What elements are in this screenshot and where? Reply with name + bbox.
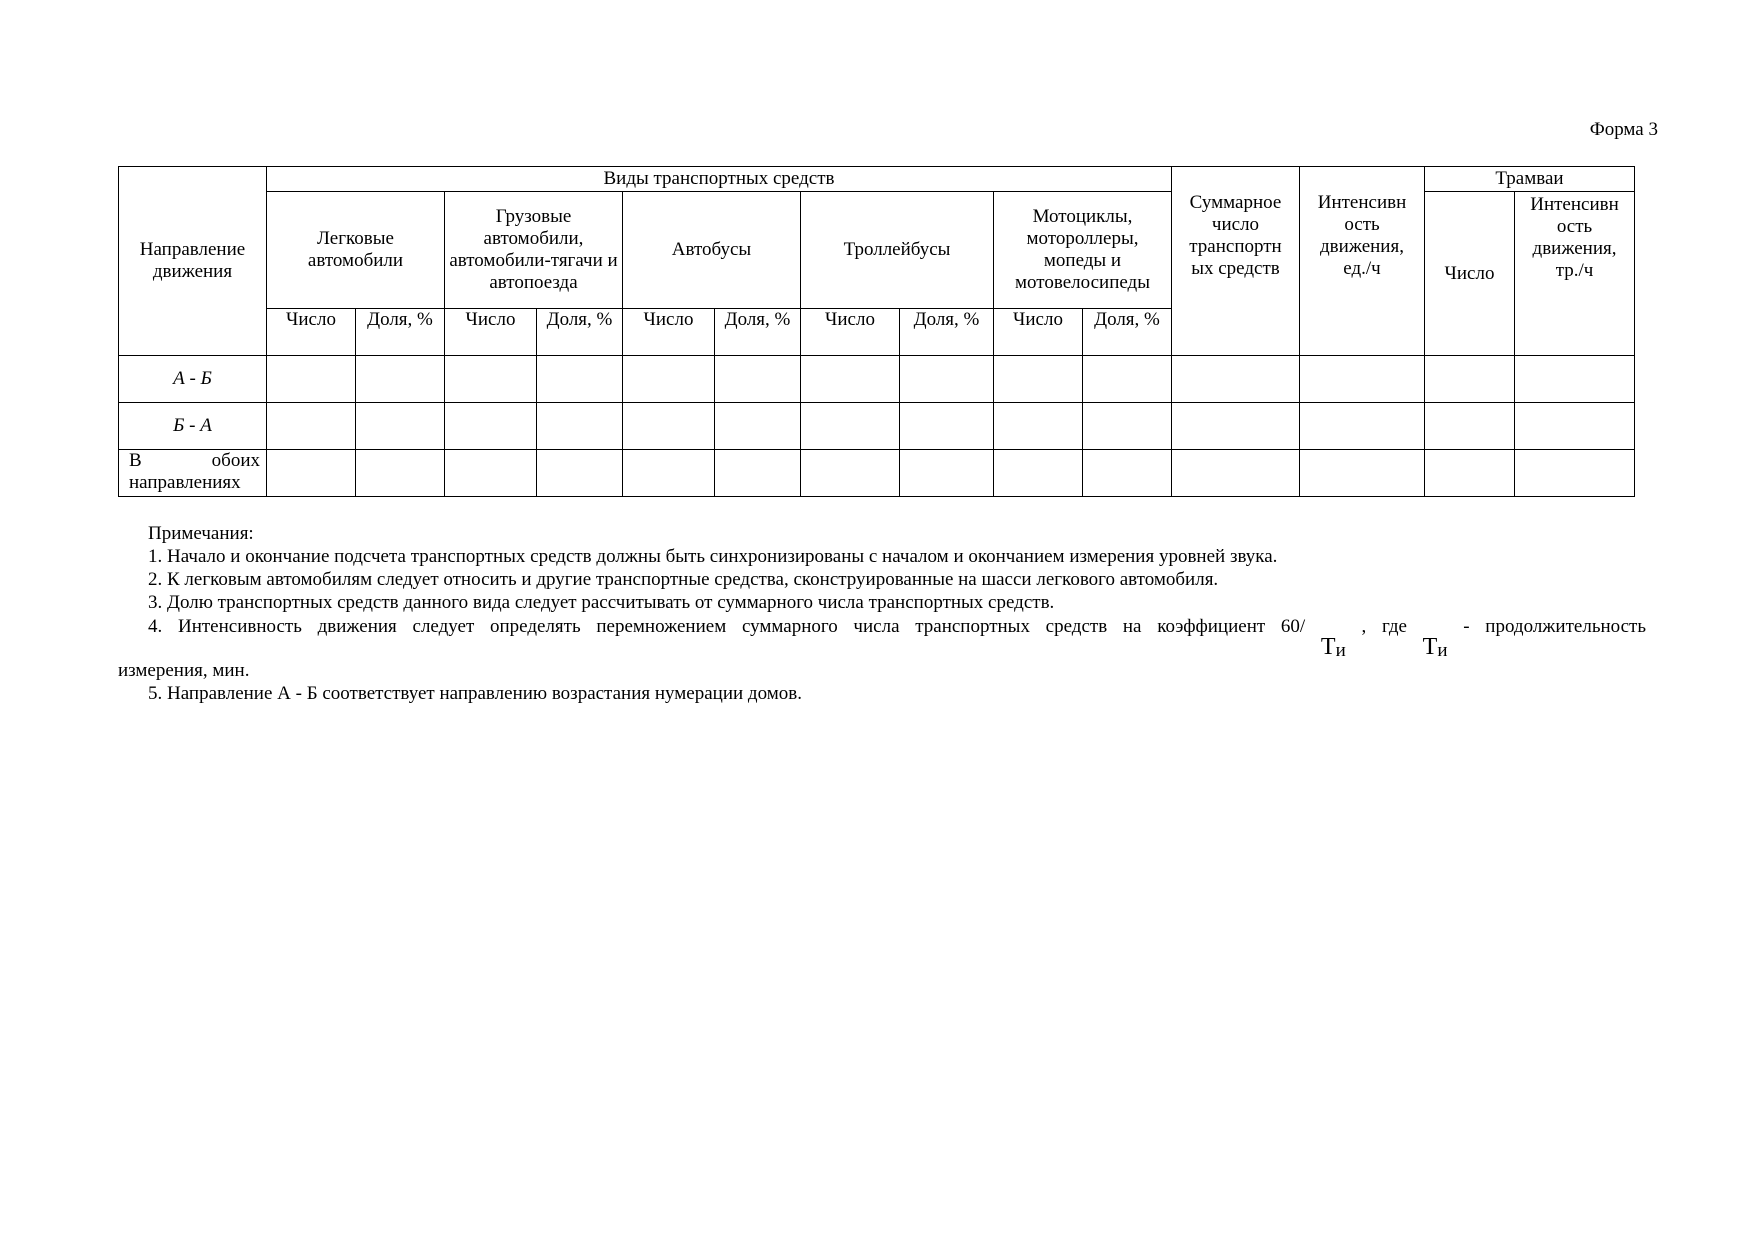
table-row <box>119 356 1635 403</box>
table-cell <box>801 403 900 450</box>
table-cell <box>801 356 900 403</box>
table-cell <box>1083 450 1172 497</box>
count-header: Число <box>801 309 900 356</box>
share-header: Доля, % <box>1083 309 1172 356</box>
table-cell <box>1172 356 1300 403</box>
note-4 <box>118 614 1647 661</box>
table-cell <box>1425 403 1515 450</box>
share-header: Доля, % <box>537 309 623 356</box>
form-number-label: Форма 3 <box>1589 119 1658 140</box>
count-header: Число <box>267 309 356 356</box>
direction-header: Направление движения <box>119 167 267 356</box>
table-cell <box>801 450 900 497</box>
table-cell <box>1083 356 1172 403</box>
table-cell <box>445 450 537 497</box>
table-cell <box>1515 450 1635 497</box>
note-4-continuation: измерения, мин. <box>118 660 250 681</box>
ti-formula: $Т_и$ <box>1320 634 1346 661</box>
table-cell <box>1083 403 1172 450</box>
group-buses-header: Автобусы <box>623 192 801 309</box>
group-trucks-header: Грузовые автомобили, автомобили-тягачи и автопоезда <box>445 192 623 309</box>
table-cell <box>445 356 537 403</box>
note-1: 1. Начало и окончание подсчета транспортных средств должны быть синхронизированы с началом и окончанием измерения уровней звука. <box>148 546 1278 567</box>
table-row <box>119 403 1635 450</box>
table-cell <box>537 450 623 497</box>
share-header: Доля, % <box>356 309 445 356</box>
group-motorcycles-header: Мотоциклы, мотороллеры, мопеды и мотовелосипеды <box>994 192 1172 309</box>
trams-header: Трамваи <box>1425 167 1635 192</box>
table-cell <box>1300 450 1425 497</box>
group-trolleybuses-header: Троллейбусы <box>801 192 994 309</box>
table-cell <box>1300 403 1425 450</box>
note-4-text: 4. Интенсивность движения следует определять перемножением суммарного числа транспортных средств на коэффициент 60/ <box>148 616 1306 637</box>
trams-count-header: Число <box>1425 192 1515 356</box>
count-header: Число <box>445 309 537 356</box>
table-cell <box>1515 403 1635 450</box>
table-row <box>119 450 1635 497</box>
table-cell <box>445 403 537 450</box>
table-cell <box>994 403 1083 450</box>
table-cell <box>994 356 1083 403</box>
share-header: Доля, % <box>715 309 801 356</box>
share-header: Доля, % <box>900 309 994 356</box>
table-cell <box>623 450 715 497</box>
table-cell <box>900 356 994 403</box>
group-cars-header: Легковые автомобили <box>267 192 445 309</box>
note-5: 5. Направление А - Б соответствует направлению возрастания нумерации домов. <box>148 683 802 704</box>
table-cell <box>267 403 356 450</box>
row-label: А - Б <box>119 356 267 403</box>
table-cell <box>1515 356 1635 403</box>
note-4-text: , где <box>1361 616 1407 637</box>
table-cell <box>356 450 445 497</box>
total-count-header: Суммарное число транспортн ых средств <box>1172 167 1300 356</box>
table-cell <box>1172 403 1300 450</box>
table-cell <box>356 403 445 450</box>
row-label: Б - А <box>119 403 267 450</box>
table-cell <box>1172 450 1300 497</box>
vehicle-types-header: Виды транспортных средств <box>267 167 1172 192</box>
table-cell <box>623 403 715 450</box>
table-cell <box>267 450 356 497</box>
table-cell <box>994 450 1083 497</box>
table-cell <box>900 403 994 450</box>
ti-formula: $Т_и$ <box>1422 634 1448 661</box>
table-cell <box>537 356 623 403</box>
traffic-count-table <box>118 166 1635 497</box>
table-cell <box>715 403 801 450</box>
table-cell <box>537 403 623 450</box>
table-cell <box>1425 450 1515 497</box>
table-cell <box>623 356 715 403</box>
note-2: 2. К легковым автомобилям следует относить и другие транспортные средства, сконструированные на шасси легкового автомобиля. <box>148 569 1219 590</box>
table-cell <box>356 356 445 403</box>
table-cell <box>267 356 356 403</box>
note-4-text: - продолжительность <box>1463 616 1647 637</box>
count-header: Число <box>994 309 1083 356</box>
table-cell <box>1425 356 1515 403</box>
note-3: 3. Долю транспортных средств данного вида следует рассчитывать от суммарного числа транспортных средств. <box>148 592 1055 613</box>
table-cell <box>1300 356 1425 403</box>
intensity-header: Интенсивн ость движения, ед./ч <box>1300 167 1425 356</box>
table-cell <box>715 450 801 497</box>
table-cell <box>900 450 994 497</box>
table-cell <box>715 356 801 403</box>
notes-title: Примечания: <box>148 523 254 544</box>
notes-section <box>118 522 1646 705</box>
row-label: В обоих направлениях <box>119 450 267 497</box>
trams-intensity-header: Интенсивн ость движения, тр./ч <box>1515 192 1635 356</box>
count-header: Число <box>623 309 715 356</box>
